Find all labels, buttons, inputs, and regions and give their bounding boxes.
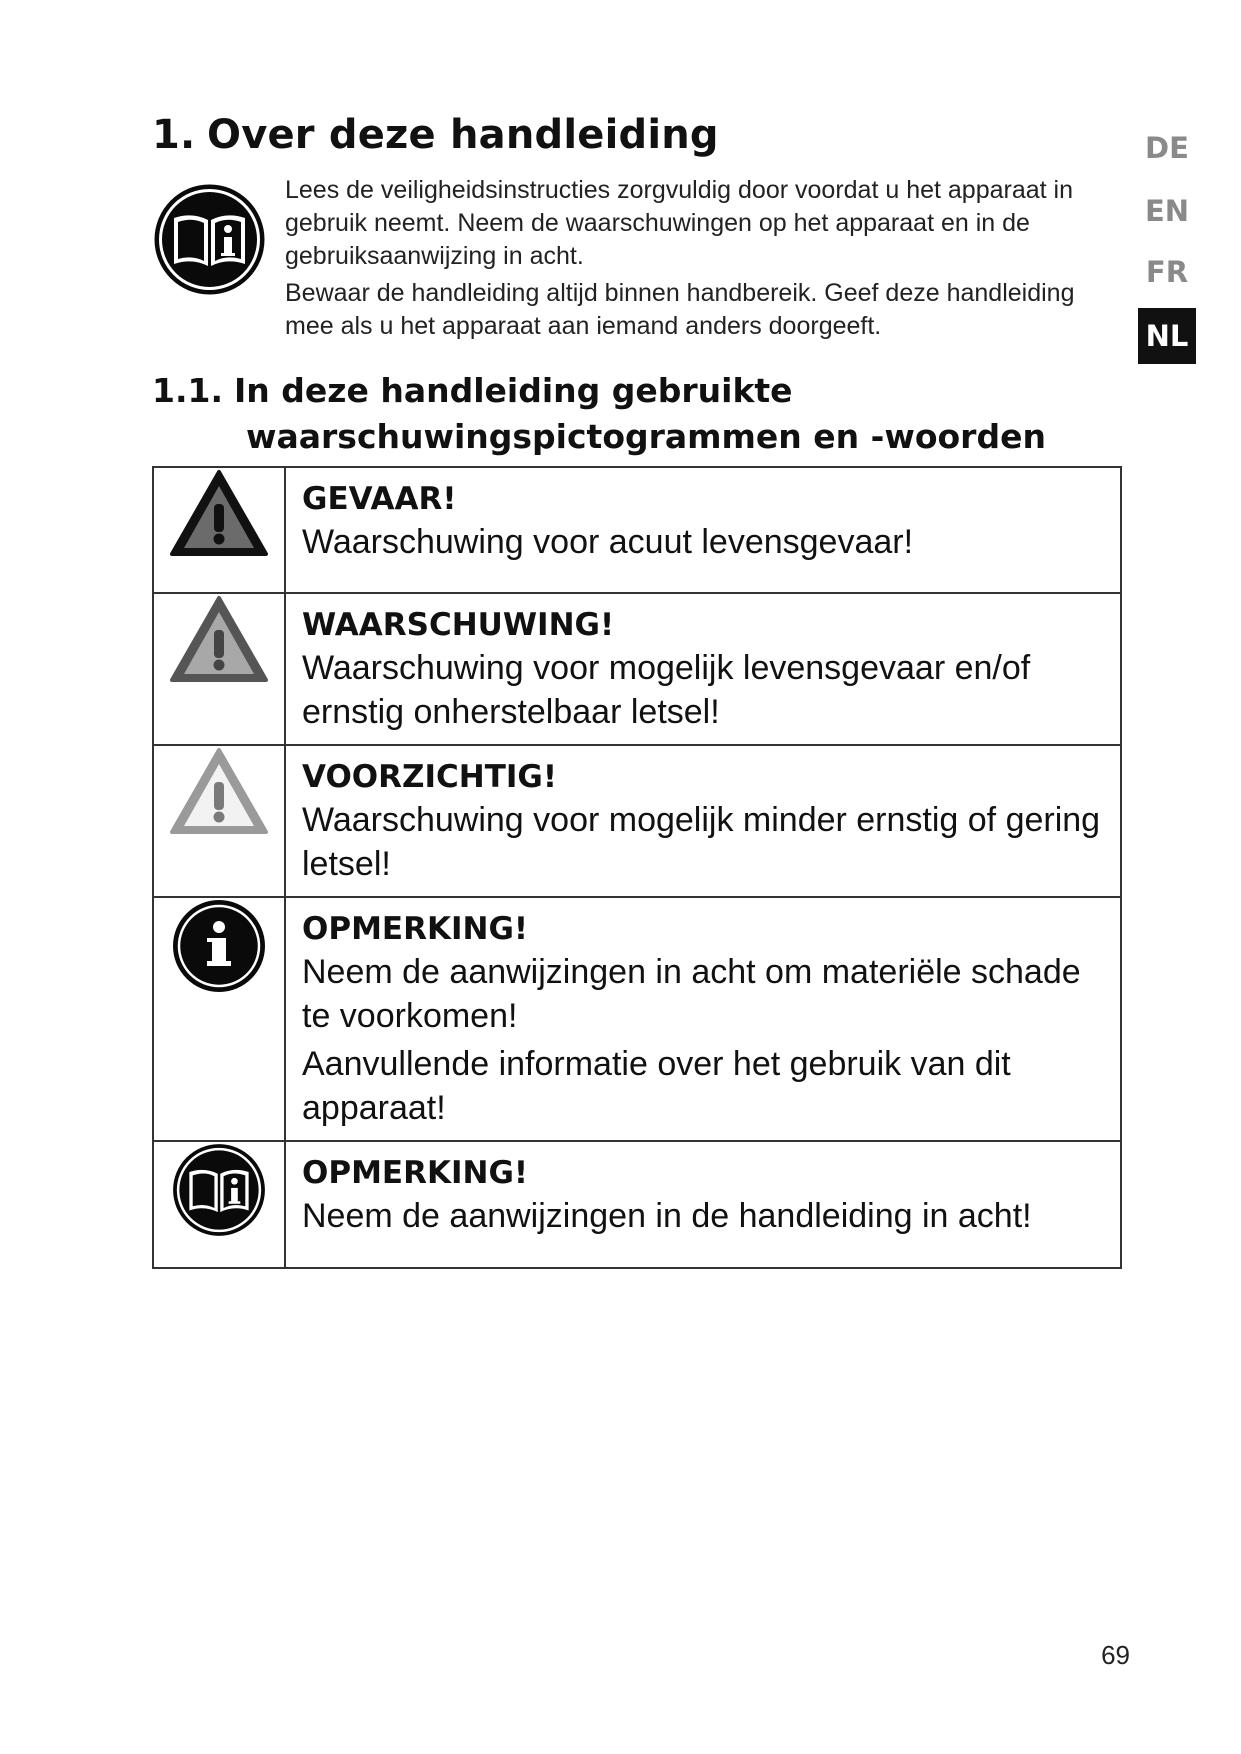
warning-description: Waarschuwing voor mogelijk levensgevaar en/of ernstig onherstelbaar letsel!	[302, 649, 1031, 731]
text-cell	[285, 593, 1121, 745]
caution-triangle-icon	[169, 746, 269, 836]
warning-title: WAARSCHUWING!	[302, 607, 615, 643]
subsection-title-line2: waarschuwingspictogrammen en -woorden	[246, 417, 1046, 456]
text-cell	[285, 1141, 1121, 1268]
section-title: Over deze handleiding	[207, 112, 719, 158]
warning-description: Waarschuwing voor mogelijk minder ernstig of gering letsel!	[302, 801, 1101, 883]
manual-info-icon	[152, 182, 267, 297]
intro-paragraph: Lees de veiligheidsinstructies zorgvuldig door voordat u het apparaat in gebruik neemt. Neem de waarschuwingen op het apparaat en in de gebruiksaanwijzing in acht.	[285, 176, 1073, 270]
intro-paragraph: Bewaar de handleiding altijd binnen handbereik. Geef deze handleiding mee als u het apparaat aan iemand anders doorgeeft.	[285, 279, 1075, 340]
subsection-title-line1: In deze handleiding gebruikte	[234, 371, 793, 410]
table-row	[153, 745, 1121, 897]
warning-title: VOORZICHTIG!	[302, 759, 557, 795]
language-tab-de[interactable]: DE	[1145, 131, 1189, 165]
warning-description: Neem de aanwijzingen in acht om materiële schade te voorkomen!	[302, 953, 1081, 1035]
section-number: 1.	[152, 112, 196, 158]
warning-title: GEVAAR!	[302, 481, 457, 517]
language-tab-nl[interactable]: NL	[1138, 308, 1196, 364]
icon-cell	[153, 593, 285, 745]
warning-title: OPMERKING!	[302, 911, 529, 947]
text-cell	[285, 745, 1121, 897]
text-cell	[285, 467, 1121, 593]
warning-description: Neem de aanwijzingen in de handleiding in acht!	[302, 1197, 1032, 1235]
intro-text	[285, 174, 1125, 347]
table-row	[153, 1141, 1121, 1268]
info-circle-icon	[171, 898, 267, 994]
table-row	[153, 897, 1121, 1141]
warning-description: Aanvullende informatie over het gebruik van dit apparaat!	[302, 1045, 1011, 1127]
language-tab-fr[interactable]: FR	[1145, 255, 1189, 289]
table-row	[153, 593, 1121, 745]
warning-description: Waarschuwing voor acuut levensgevaar!	[302, 523, 914, 561]
language-tab-en[interactable]: EN	[1144, 194, 1190, 228]
danger-triangle-icon	[169, 468, 269, 558]
subsection-number: 1.1.	[152, 371, 223, 410]
icon-cell	[153, 467, 285, 593]
manual-info-icon	[171, 1142, 267, 1238]
page-number: 69	[1101, 1640, 1130, 1670]
table-row	[153, 467, 1121, 593]
page-title	[152, 112, 719, 158]
icon-cell	[153, 1141, 285, 1268]
warning-symbols-table	[152, 466, 1122, 1269]
warning-title: OPMERKING!	[302, 1155, 529, 1191]
subsection-title	[152, 368, 1046, 460]
icon-cell	[153, 745, 285, 897]
text-cell	[285, 897, 1121, 1141]
warning-triangle-icon	[169, 594, 269, 684]
icon-cell	[153, 897, 285, 1141]
